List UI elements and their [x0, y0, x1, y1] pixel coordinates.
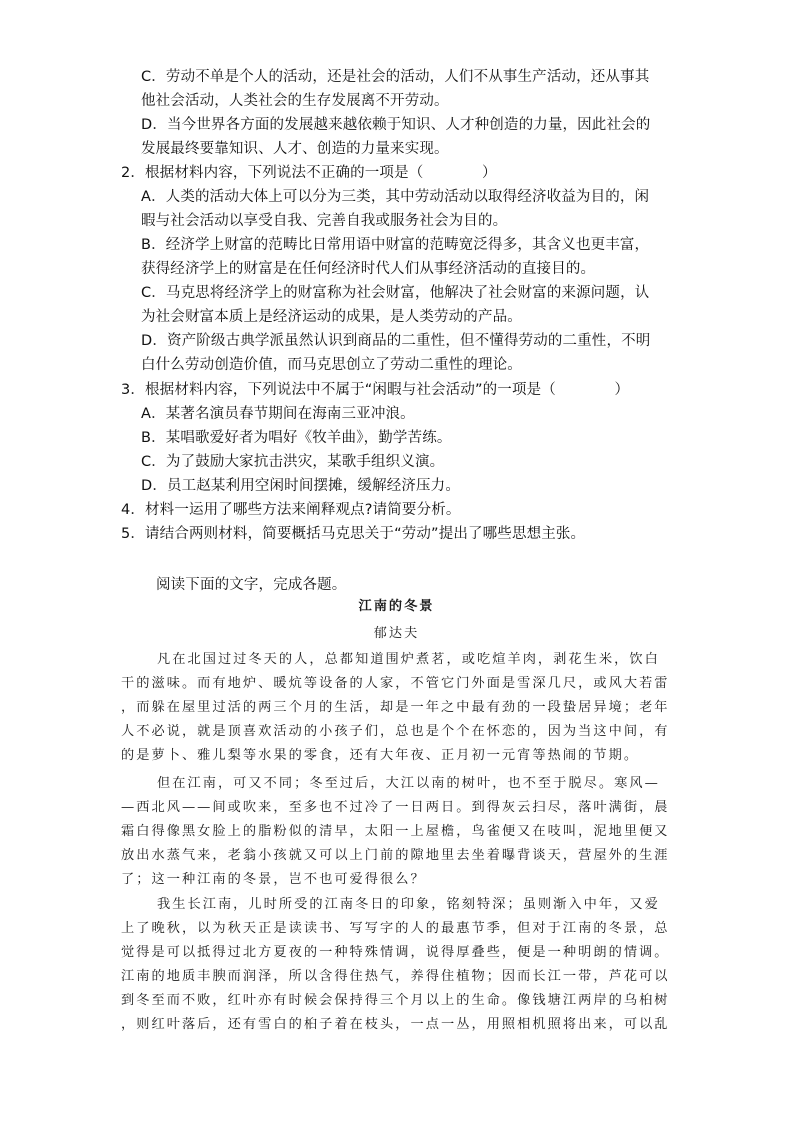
q2-option-d-line2: 白什么劳动创造价值，而马克思创立了劳动二重性的理论。	[141, 357, 522, 373]
q2-option-c-line2: 为社会财富本质上是经济运动的成果，是人类劳动的产品。	[141, 309, 522, 325]
q3-option-c: C．为了鼓励大家抗击洪灾，某歌手组织义演。	[141, 454, 445, 470]
q2-option-d-line1: D．资产阶级古典学派虽然认识到商品的二重性，但不懂得劳动的二重性，不明	[141, 333, 651, 349]
essay-line: 但在江南，可又不同；冬至过后，大江以南的树叶，也不至于脱尽。寒风—	[157, 776, 660, 791]
q2-option-c-line1: C．马克思将经济学上的财富称为社会财富，他解决了社会财富的来源问题，认	[141, 285, 650, 301]
essay-line: 到冬至而不败，红叶亦有时候会保持得三个月以上的生命。像钱塘江两岸的乌桕树	[121, 993, 670, 1008]
essay-line: 干的滋味。而有地炉、暖炕等设备的人家，不管它门外面是雪深几尺，或风大若雷	[121, 676, 670, 691]
q2-option-a-line1: A．人类的活动大体上可以分为三类，其中劳动活动以取得经济收益为目的，闲	[141, 189, 650, 205]
essay-line: 江南的地质丰腴而润泽，所以含得住热气，养得住植物；因而长江一带，芦花可以	[121, 969, 670, 984]
q3-option-a: A．某著名演员春节期间在海南三亚冲浪。	[141, 406, 415, 422]
essay-title: 江南的冬景	[358, 599, 435, 614]
essay-line: 人不必说，就是顶喜欢活动的小孩子们，总也是个个在怀恋的，因为当这中间，有	[121, 724, 670, 739]
q5-stem: 5．请结合两则材料，简要概括马克思关于“劳动”提出了哪些思想主张。	[121, 526, 586, 542]
q3-option-d: D．员工赵某利用空闲时间摆摊，缓解经济压力。	[141, 478, 460, 494]
q1-option-d-line1: D．当今世界各方面的发展越来越依赖于知识、人才种创造的力量，因此社会的	[141, 117, 651, 133]
q3-option-b: B．某唱歌爱好者为唱好《牧羊曲》，勤学苦练。	[141, 430, 452, 446]
essay-line: 了；这一种江南的冬景，岂不也可爱得很么？	[121, 872, 426, 887]
essay-line: 霜白得像黑女脸上的脂粉似的清早，太阳一上屋檐，鸟雀便又在吱叫，泥地里便又	[121, 824, 670, 839]
reading-instruction: 阅读下面的文字，完成各题。	[156, 577, 347, 593]
q1-option-c-line2: 他社会活动，人类社会的生存发展离不开劳动。	[141, 93, 449, 109]
essay-line: 觉得是可以抵得过北方夏夜的一种特殊情调，说得厚叠些，便是一种明朗的情调。	[121, 945, 670, 960]
q2-option-a-line2: 暇与社会活动以享受自我、完善自我或服务社会为目的。	[141, 213, 508, 229]
q4-stem: 4．材料一运用了哪些方法来阐释观点?请简要分析。	[121, 502, 461, 518]
essay-line: 的是萝卜、雅儿梨等水果的零食，还有大年夜、正月初一元宵等热闹的节期。	[121, 748, 640, 763]
essay-line: 我生长江南，儿时所受的江南冬日的印象，铭刻特深；虽则渐入中年，又爱	[157, 897, 660, 912]
essay-author: 郁达夫	[373, 626, 420, 641]
q1-option-d-line2: 发展最终要靠知识、人才、创造的力量来实现。	[141, 141, 449, 157]
essay-line: —西北风——间或吹来，至多也不过冷了一日两日。到得灰云扫尽，落叶满街，晨	[121, 800, 670, 815]
q2-stem: 2．根据材料内容，下列说法不正确的一项是（ ）	[121, 165, 497, 181]
essay-line: 上了晚秋，以为秋天正是读读书、写写字的人的最惠节季，但对于江南的冬景，总	[121, 921, 670, 936]
essay-line: ，而躲在屋里过活的两三个月的生活，却是一年之中最有劲的一段蛰居异境；老年	[121, 700, 670, 715]
q2-option-b-line2: 获得经济学上的财富是在任何经济时代人们从事经济活动的直接目的。	[141, 261, 596, 277]
essay-line: 放出水蒸气来，老翁小孩就又可以上门前的隙地里去坐着曝背谈天，营屋外的生涯	[121, 848, 670, 863]
q3-stem: 3．根据材料内容，下列说法中不属于“闲暇与社会活动”的一项是（ ）	[121, 382, 630, 398]
essay-line: ，则红叶落后，还有雪白的桕子着在枝头，一点一丛，用照相机照将出来，可以乱	[121, 1017, 670, 1032]
q1-option-c-line1: C．劳动不单是个人的活动，还是社会的活动，人们不从事生产活动，还从事其	[141, 69, 650, 85]
essay-line: 凡在北国过过冬天的人，总都知道围炉煮茗，或吃煊羊肉，剥花生米，饮白	[157, 652, 660, 667]
q2-option-b-line1: B．经济学上财富的范畴比日常用语中财富的范畴宽泛得多，其含义也更丰富，	[141, 237, 650, 253]
